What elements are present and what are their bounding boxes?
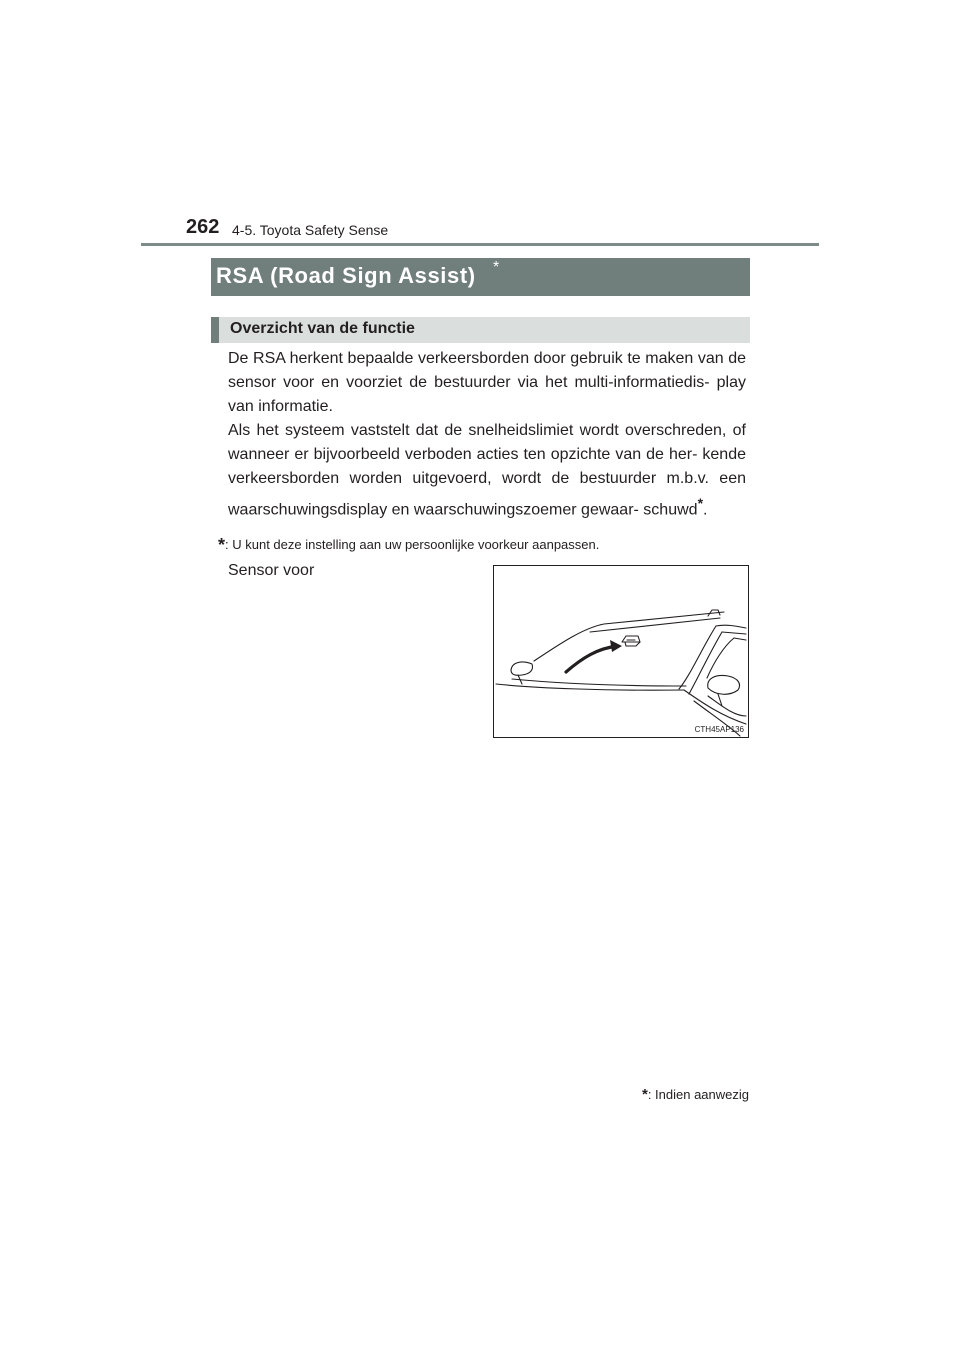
- availability-note: [642, 1086, 749, 1103]
- title-marker: *: [493, 259, 500, 276]
- subheading: Overzicht van de functie: [230, 320, 415, 337]
- paragraph-warning-text: Als het systeem vaststelt dat de snelheidslimiet wordt overschreden, of wanneer er bijvoorbeeld verboden acties ten opzichte van de her- kende verkeersborden worden uitgevoerd, wordt de bestuurder m.b.v. een waarschuwingsdisplay en waarschuwingszoemer gewaar- schuwd: [228, 422, 746, 519]
- paragraph-warning-marker: *: [697, 495, 704, 511]
- windshield-sensor-illustration: [494, 566, 748, 737]
- availability-marker: *: [641, 1086, 648, 1103]
- footnote: [218, 535, 599, 556]
- paragraph-warning-end: .: [703, 501, 708, 519]
- footnote-marker: *: [218, 535, 226, 555]
- figure-code: CTH45AP136: [694, 725, 744, 734]
- paragraph-intro: De RSA herkent bepaalde verkeersborden door gebruik te maken van de sensor voor en voorziet de bestuurder via het multi-informatiedis- play van informatie.: [228, 350, 746, 415]
- subheading-bar: [211, 317, 750, 343]
- paragraph-warning: [228, 419, 746, 522]
- sensor-label: Sensor voor: [228, 562, 315, 579]
- footnote-text: : U kunt deze instelling aan uw persoonlijke voorkeur aanpassen.: [225, 537, 600, 552]
- figure-box: [493, 565, 749, 738]
- availability-text: : Indien aanwezig: [647, 1087, 749, 1102]
- page-title: RSA (Road Sign Assist): [216, 263, 476, 288]
- page-number: 262: [186, 216, 220, 238]
- title-bar: [211, 258, 750, 296]
- section-path: 4-5. Toyota Safety Sense: [232, 222, 389, 238]
- header-rule: [141, 243, 819, 246]
